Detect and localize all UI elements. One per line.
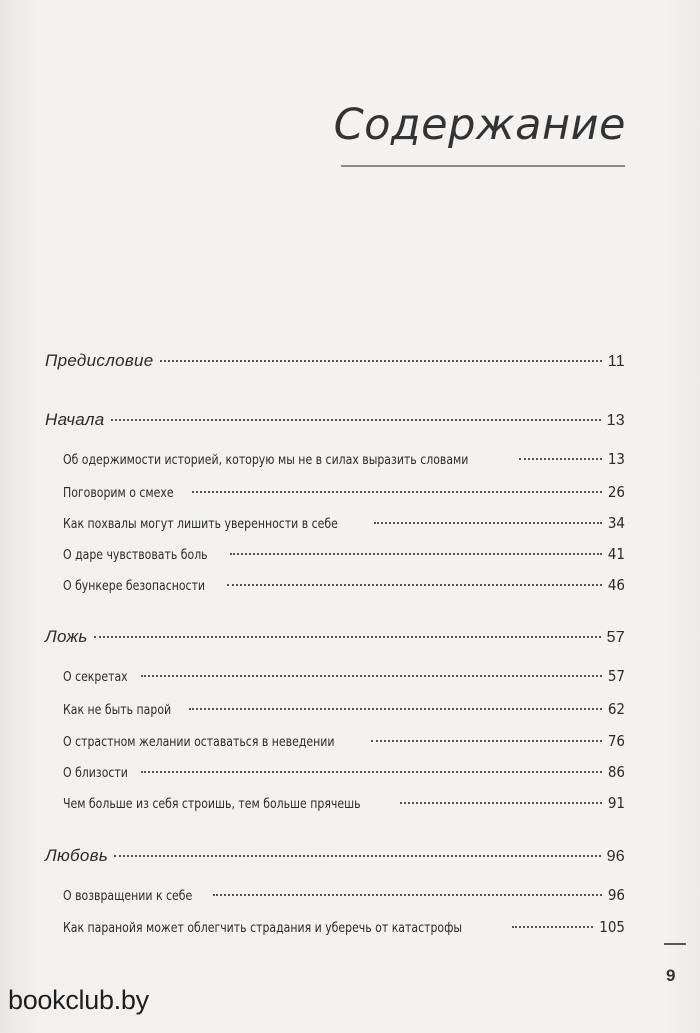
dot-leader [114, 854, 601, 857]
toc-item [63, 732, 625, 756]
dot-leader [189, 707, 602, 710]
toc-item [63, 763, 625, 787]
toc-page-number: 105 [599, 918, 625, 936]
toc-page-number: 26 [607, 483, 625, 501]
dot-leader [227, 583, 602, 586]
toc-item-label: О даре чувствовать боль [63, 547, 208, 563]
toc-item [63, 450, 625, 474]
toc-item [63, 700, 625, 724]
toc-section-label: Начала [45, 410, 105, 429]
toc-section-label: Ложь [45, 627, 88, 646]
page-title: Содержание [333, 100, 626, 150]
dot-leader [213, 893, 602, 896]
toc-page-number: 13 [607, 450, 625, 468]
title-underline [341, 165, 625, 167]
toc-item-label: Как похвалы могут лишить уверенности в себе [63, 516, 338, 532]
toc-item [63, 886, 625, 910]
toc-page-number: 96 [606, 848, 625, 865]
toc-item-label: Как не быть парой [63, 702, 172, 718]
toc-section [45, 627, 625, 651]
toc-item-label: Поговорим о смехе [63, 485, 174, 501]
toc-section [45, 351, 625, 375]
toc-page-number: 86 [607, 763, 625, 781]
toc-item [63, 576, 625, 600]
toc-item [63, 667, 625, 691]
toc-item-label: О секретах [63, 669, 128, 685]
dot-leader [141, 674, 602, 677]
toc-item [63, 918, 625, 942]
toc-section [45, 846, 625, 870]
toc-item-label: Чем больше из себя строишь, тем больше прячешь [63, 796, 361, 812]
toc-item-label: О возвращении к себе [63, 888, 193, 904]
toc-item-label: Об одержимости историей, которую мы не в силах выразить словами [63, 452, 469, 468]
toc-item-label: О близости [63, 765, 128, 781]
dot-leader [192, 490, 602, 493]
toc-page-number: 57 [606, 629, 625, 646]
toc-item [63, 483, 625, 507]
dot-leader [519, 457, 601, 460]
toc-item-label: О страстном желании оставаться в неведении [63, 734, 335, 750]
toc-section [45, 410, 625, 434]
toc-item-label: О бункере безопасности [63, 578, 206, 594]
dot-leader [141, 770, 602, 773]
toc-page-number: 41 [607, 545, 625, 563]
toc-page-number: 13 [606, 412, 625, 429]
page-number: 9 [666, 966, 676, 985]
toc-page-number: 96 [607, 886, 625, 904]
toc-section-label: Предисловие [45, 351, 154, 370]
dot-leader [230, 552, 602, 555]
dot-leader [371, 739, 602, 742]
dot-leader [512, 925, 593, 928]
toc-page-number: 46 [607, 576, 625, 594]
watermark: bookclub.by [8, 985, 149, 1015]
toc-item [63, 514, 625, 538]
toc-page-number: 11 [607, 353, 625, 370]
toc-item-label: Как паранойя может облегчить страдания и уберечь от катастрофы [63, 920, 463, 936]
dot-leader [111, 418, 601, 421]
dot-leader [374, 521, 601, 524]
toc-page-number: 76 [607, 732, 625, 750]
folio-rule [664, 943, 686, 945]
toc-page-number: 57 [607, 667, 625, 685]
dot-leader [400, 801, 602, 804]
toc-page-number: 91 [607, 794, 625, 812]
toc-page-number: 62 [607, 700, 625, 718]
dot-leader [94, 635, 601, 638]
toc-section-label: Любовь [45, 846, 109, 865]
toc-page-number: 34 [607, 514, 625, 532]
dot-leader [160, 359, 602, 362]
toc-item [63, 794, 625, 818]
toc-item [63, 545, 625, 569]
